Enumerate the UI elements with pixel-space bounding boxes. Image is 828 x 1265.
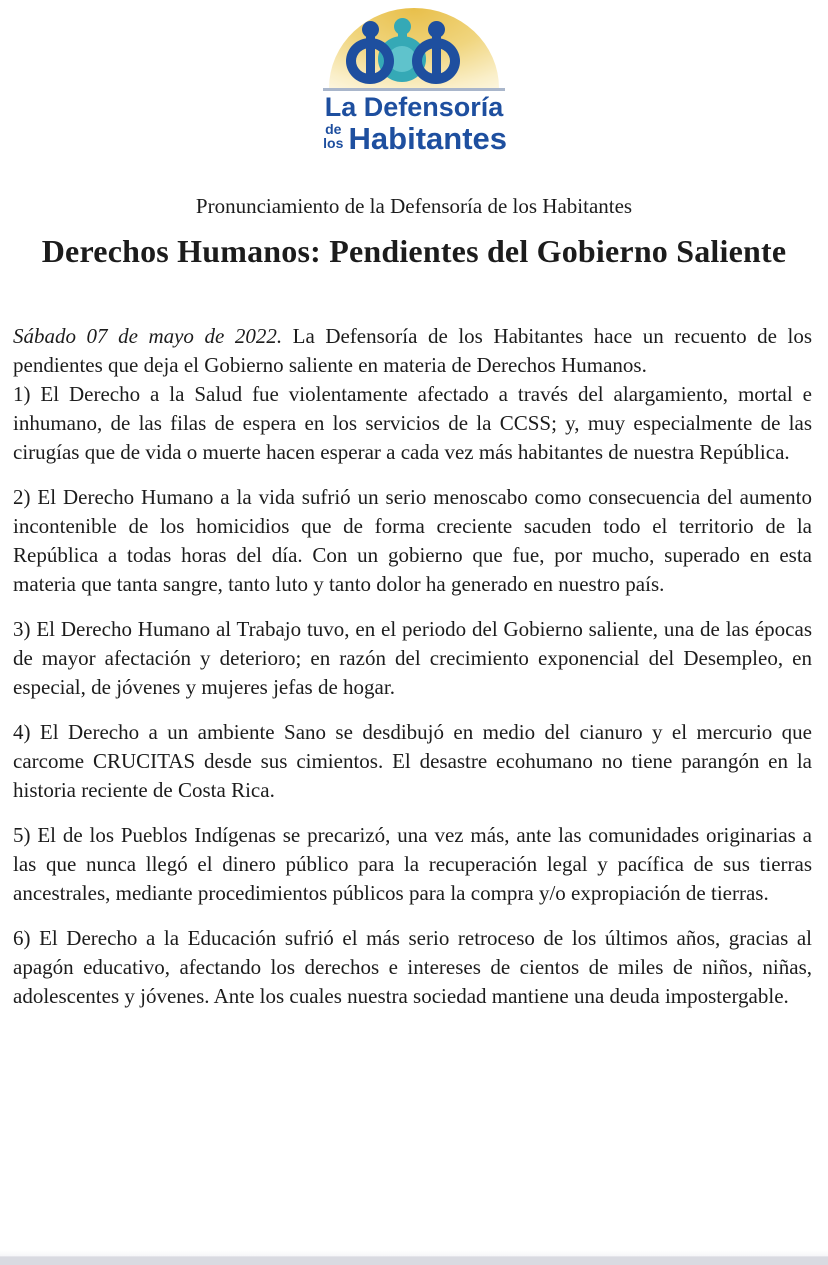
numbered-paragraph: 5) El de los Pueblos Indígenas se precarizó, una vez más, ante las comunidades originarias a las que nunca llegó el dinero público para la recuperación legal y pacífica de sus tierras ancestrales, mediante procedimientos públicos para la compra y/o expropiación de tierras.	[13, 823, 812, 905]
numbered-paragraphs	[13, 380, 812, 1011]
document-body	[0, 322, 828, 1011]
person-left-ring-icon	[346, 38, 394, 84]
document-title: Derechos Humanos: Pendientes del Gobierno Saliente	[41, 233, 787, 269]
logo-dome-background	[329, 8, 499, 88]
logo-text-line1: La Defensoría	[324, 92, 504, 122]
date-lead: Sábado 07 de mayo de 2022.	[13, 324, 283, 348]
numbered-paragraph: 2) El Derecho Humano a la vida sufrió un serio menoscabo como consecuencia del aumento incontenible de los homicidios que de forma creciente sacuden todo el territorio de la República a todas horas del día. Con un gobierno que fue, por mucho, superado en esta materia que tanta sangre, tanto luto y tanto dolor ha generado en nuestro país.	[13, 485, 812, 596]
person-right-ring-icon	[412, 38, 460, 84]
person-right-head-icon	[428, 21, 445, 38]
logo-text-habitantes: Habitantes	[348, 121, 507, 156]
person-center-head-icon	[394, 18, 411, 35]
bottom-bar	[0, 1250, 828, 1265]
person-left-head-icon	[362, 21, 379, 38]
document-kicker: Pronunciamiento de la Defensoría de los Habitantes	[195, 194, 633, 218]
numbered-paragraph: 3) El Derecho Humano al Trabajo tuvo, en el periodo del Gobierno saliente, una de las épocas de mayor afectación y deterioro; en razón del crecimiento exponencial del Desempleo, en especial, de jóvenes y mujeres jefas de hogar.	[13, 617, 812, 699]
intro-text: La Defensoría de los Habitantes hace un recuento de los pendientes que deja el Gobierno saliente en materia de Derechos Humanos.	[13, 324, 812, 377]
logo-baseline-divider	[323, 88, 505, 91]
logo-text-line2	[321, 122, 507, 154]
numbered-paragraph: 6) El Derecho a la Educación sufrió el más serio retroceso de los últimos años, gracias al apagón educativo, afectando los derechos e intereses de cientos de miles de niños, niñas, adolescentes y jóvenes. Ante los cuales nuestra sociedad mantiene una deuda impostergable.	[13, 926, 812, 1008]
bottom-bar-strip	[0, 1256, 828, 1265]
logo-wordmark	[321, 94, 507, 154]
defensoria-logo	[321, 8, 507, 154]
logo-text-de-los: de los	[323, 121, 344, 151]
numbered-paragraph: 4) El Derecho a un ambiente Sano se desdibujó en medio del cianuro y el mercurio que carcome CRUCITAS desde sus cimientos. El desastre ecohumano no tiene parangón en la historia reciente de Costa Rica.	[13, 720, 812, 802]
intro-paragraph	[13, 322, 812, 380]
numbered-paragraph: 1) El Derecho a la Salud fue violentamente afectado a través del alargamiento, mortal e inhumano, de las filas de espera en los servicios de la CCSS; y, muy especialmente de las cirugías que de vida o muerte hacen esperar a cada vez más habitantes de nuestra República.	[13, 382, 812, 464]
